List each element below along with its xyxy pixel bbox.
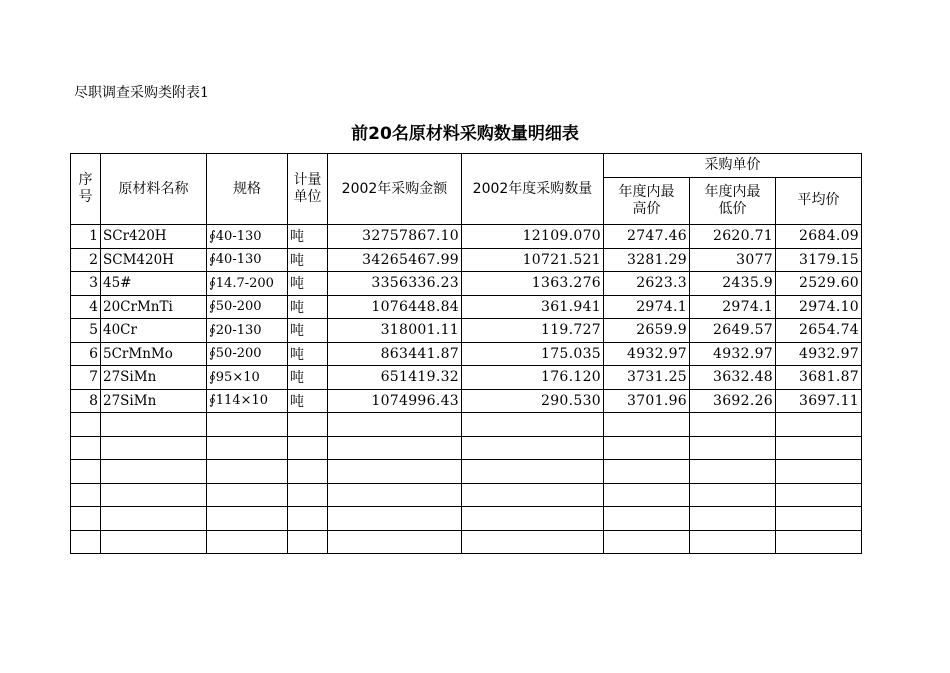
- cell-seq: 3: [71, 272, 101, 296]
- header-min-price: 年度内最低价: [690, 177, 776, 224]
- cell-quantity: 10721.521: [462, 248, 604, 272]
- empty-cell: [462, 530, 604, 554]
- empty-cell: [462, 507, 604, 531]
- cell-material: SCr420H: [101, 225, 207, 249]
- empty-cell: [604, 413, 690, 437]
- cell-max: 2747.46: [604, 225, 690, 249]
- empty-cell: [101, 530, 207, 554]
- cell-seq: 7: [71, 366, 101, 390]
- empty-cell: [328, 436, 462, 460]
- empty-cell: [71, 530, 101, 554]
- cell-quantity: 176.120: [462, 366, 604, 390]
- empty-cell: [776, 530, 862, 554]
- empty-cell: [288, 530, 328, 554]
- empty-cell: [328, 413, 462, 437]
- empty-cell: [776, 413, 862, 437]
- empty-cell: [604, 507, 690, 531]
- empty-cell: [462, 413, 604, 437]
- empty-cell: [101, 413, 207, 437]
- table-row: [71, 225, 862, 249]
- empty-cell: [288, 460, 328, 484]
- empty-row: [71, 483, 862, 507]
- cell-spec: ∮95×10: [207, 366, 288, 390]
- cell-unit: 吨: [288, 366, 328, 390]
- empty-cell: [776, 483, 862, 507]
- cell-material: 27SiMn: [101, 366, 207, 390]
- empty-cell: [71, 413, 101, 437]
- cell-min: 2620.71: [690, 225, 776, 249]
- cell-avg: 2529.60: [776, 272, 862, 296]
- empty-cell: [690, 483, 776, 507]
- empty-cell: [71, 460, 101, 484]
- cell-quantity: 361.941: [462, 295, 604, 319]
- empty-cell: [462, 460, 604, 484]
- cell-spec: ∮40-130: [207, 248, 288, 272]
- empty-cell: [604, 436, 690, 460]
- cell-unit: 吨: [288, 225, 328, 249]
- table-body: [71, 225, 862, 554]
- empty-cell: [101, 460, 207, 484]
- cell-min: 2649.57: [690, 319, 776, 343]
- cell-amount: 3356336.23: [328, 272, 462, 296]
- cell-min: 4932.97: [690, 342, 776, 366]
- empty-row: [71, 436, 862, 460]
- empty-cell: [462, 483, 604, 507]
- cell-quantity: 119.727: [462, 319, 604, 343]
- empty-cell: [328, 507, 462, 531]
- cell-avg: 2974.10: [776, 295, 862, 319]
- header-avg-price: 平均价: [776, 177, 862, 224]
- cell-max: 3731.25: [604, 366, 690, 390]
- empty-cell: [71, 507, 101, 531]
- empty-cell: [71, 436, 101, 460]
- cell-quantity: 1363.276: [462, 272, 604, 296]
- cell-unit: 吨: [288, 389, 328, 413]
- cell-spec: ∮114×10: [207, 389, 288, 413]
- cell-material: 45#: [101, 272, 207, 296]
- table-row: [71, 319, 862, 343]
- cell-spec: ∮20-130: [207, 319, 288, 343]
- cell-min: 2435.9: [690, 272, 776, 296]
- cell-unit: 吨: [288, 342, 328, 366]
- empty-cell: [604, 460, 690, 484]
- cell-quantity: 175.035: [462, 342, 604, 366]
- cell-amount: 32757867.10: [328, 225, 462, 249]
- empty-cell: [462, 436, 604, 460]
- cell-seq: 8: [71, 389, 101, 413]
- header-quantity: 2002年度采购数量: [462, 154, 604, 225]
- empty-cell: [776, 436, 862, 460]
- table-row: [71, 272, 862, 296]
- cell-max: 4932.97: [604, 342, 690, 366]
- cell-unit: 吨: [288, 319, 328, 343]
- empty-cell: [101, 483, 207, 507]
- table-row: [71, 389, 862, 413]
- cell-max: 2974.1: [604, 295, 690, 319]
- cell-material: 5CrMnMo: [101, 342, 207, 366]
- cell-material: SCM420H: [101, 248, 207, 272]
- cell-amount: 34265467.99: [328, 248, 462, 272]
- cell-seq: 4: [71, 295, 101, 319]
- cell-amount: 1074996.43: [328, 389, 462, 413]
- cell-amount: 1076448.84: [328, 295, 462, 319]
- cell-seq: 6: [71, 342, 101, 366]
- header-material: 原材料名称: [101, 154, 207, 225]
- header-amount: 2002年采购金额: [328, 154, 462, 225]
- cell-min: 3632.48: [690, 366, 776, 390]
- empty-cell: [101, 436, 207, 460]
- cell-max: 3701.96: [604, 389, 690, 413]
- empty-cell: [207, 507, 288, 531]
- cell-avg: 3179.15: [776, 248, 862, 272]
- cell-avg: 2654.74: [776, 319, 862, 343]
- cell-spec: ∮40-130: [207, 225, 288, 249]
- empty-row: [71, 530, 862, 554]
- header-max-price: 年度内最高价: [604, 177, 690, 224]
- empty-cell: [776, 507, 862, 531]
- empty-row: [71, 413, 862, 437]
- cell-material: 20CrMnTi: [101, 295, 207, 319]
- cell-spec: ∮50-200: [207, 295, 288, 319]
- empty-cell: [604, 483, 690, 507]
- header-price-group: 采购单价: [604, 154, 862, 178]
- cell-quantity: 290.530: [462, 389, 604, 413]
- cell-seq: 2: [71, 248, 101, 272]
- cell-min: 3692.26: [690, 389, 776, 413]
- cell-unit: 吨: [288, 272, 328, 296]
- empty-cell: [690, 413, 776, 437]
- cell-max: 2623.3: [604, 272, 690, 296]
- cell-avg: 2684.09: [776, 225, 862, 249]
- empty-row: [71, 507, 862, 531]
- table-row: [71, 342, 862, 366]
- cell-amount: 318001.11: [328, 319, 462, 343]
- empty-cell: [288, 483, 328, 507]
- header-unit: 计量单位: [288, 154, 328, 225]
- cell-spec: ∮14.7-200: [207, 272, 288, 296]
- header-spec: 规格: [207, 154, 288, 225]
- table-row: [71, 295, 862, 319]
- empty-cell: [690, 530, 776, 554]
- empty-cell: [690, 460, 776, 484]
- empty-cell: [288, 507, 328, 531]
- empty-cell: [288, 413, 328, 437]
- empty-cell: [328, 530, 462, 554]
- cell-avg: 3681.87: [776, 366, 862, 390]
- document-caption: 尽职调查采购类附表1: [74, 85, 209, 101]
- empty-cell: [604, 530, 690, 554]
- cell-amount: 651419.32: [328, 366, 462, 390]
- cell-material: 40Cr: [101, 319, 207, 343]
- cell-max: 3281.29: [604, 248, 690, 272]
- cell-quantity: 12109.070: [462, 225, 604, 249]
- cell-material: 27SiMn: [101, 389, 207, 413]
- cell-avg: 4932.97: [776, 342, 862, 366]
- header-seq: 序号: [71, 154, 101, 225]
- empty-cell: [690, 507, 776, 531]
- empty-cell: [207, 460, 288, 484]
- cell-seq: 1: [71, 225, 101, 249]
- cell-seq: 5: [71, 319, 101, 343]
- empty-cell: [207, 483, 288, 507]
- table-title: 前20名原材料采购数量明细表: [351, 124, 579, 144]
- empty-cell: [328, 460, 462, 484]
- cell-amount: 863441.87: [328, 342, 462, 366]
- table-row: [71, 248, 862, 272]
- empty-cell: [71, 483, 101, 507]
- empty-cell: [101, 507, 207, 531]
- cell-spec: ∮50-200: [207, 342, 288, 366]
- empty-cell: [690, 436, 776, 460]
- empty-cell: [207, 436, 288, 460]
- cell-min: 2974.1: [690, 295, 776, 319]
- empty-row: [71, 460, 862, 484]
- empty-cell: [776, 460, 862, 484]
- empty-cell: [328, 483, 462, 507]
- cell-unit: 吨: [288, 295, 328, 319]
- cell-min: 3077: [690, 248, 776, 272]
- cell-avg: 3697.11: [776, 389, 862, 413]
- material-purchase-table: [70, 153, 862, 554]
- cell-unit: 吨: [288, 248, 328, 272]
- cell-max: 2659.9: [604, 319, 690, 343]
- empty-cell: [207, 530, 288, 554]
- table-row: [71, 366, 862, 390]
- empty-cell: [207, 413, 288, 437]
- empty-cell: [288, 436, 328, 460]
